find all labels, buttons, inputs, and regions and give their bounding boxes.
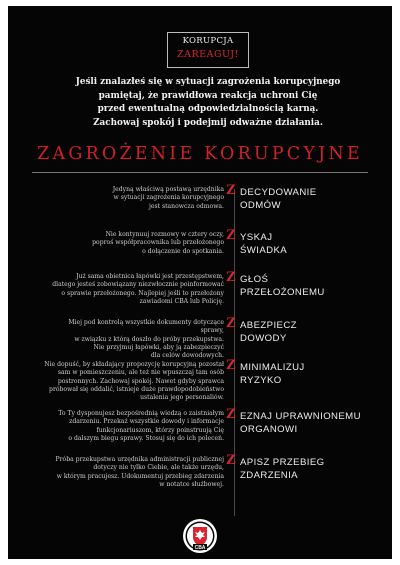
heading-line: YSKAJ xyxy=(240,232,273,243)
heading-line: DOWODY xyxy=(240,333,287,344)
step-7 xyxy=(8,452,392,502)
heading-line: RYZYKO xyxy=(240,375,282,386)
desc-line: Jedyną właściwą postawą urzędnika xyxy=(112,186,224,193)
divider xyxy=(32,172,368,173)
step-initial: Z xyxy=(226,182,237,198)
desc-line: o dalszym biegu sprawy. Stosuj się do ich poleceń. xyxy=(68,434,224,442)
desc-line: Nie dopuść, by składający propozycję korupcyjną pozostał xyxy=(44,361,224,368)
step-description xyxy=(44,231,224,256)
step-initial: Z xyxy=(226,452,237,468)
desc-line: o dołączenie do spotkania. xyxy=(142,247,224,255)
desc-line: Już sama obietnica łapówki jest przestępstwem, xyxy=(76,273,224,280)
desc-line: dotyczy nie tylko Ciebie, ale także urzędu, xyxy=(93,464,224,472)
desc-line: dla celów dowodowych. xyxy=(150,352,224,360)
step-description xyxy=(44,361,224,402)
intro-line: pamiętaj, że prawidłowa reakcja uchroni Cię xyxy=(98,90,318,101)
step-6 xyxy=(8,406,392,456)
desc-line: w którym pracujesz. Udokumentuj przebieg zdarzenia xyxy=(56,472,224,480)
intro-line: przed ewentualną odpowiedzialnością karną. xyxy=(97,104,319,115)
desc-line: w notatce służbowej. xyxy=(159,480,224,488)
desc-line: Miej pod kontrolą wszystkie dokumenty dotyczące sprawy, xyxy=(68,319,224,335)
step-description xyxy=(44,273,224,306)
step-description xyxy=(44,319,224,360)
header-box xyxy=(167,32,249,68)
step-heading xyxy=(240,273,390,299)
desc-line: poproś współpracownika lub przełożonego xyxy=(92,239,224,247)
desc-line: dlatego jesteś zobowiązany niezwłocznie poinformować xyxy=(52,281,224,289)
heading-line: ZDARZENIA xyxy=(240,470,298,481)
step-initial: Z xyxy=(226,357,237,373)
heading-line: ODMÓW xyxy=(240,200,281,211)
step-description xyxy=(44,410,224,443)
poster xyxy=(8,6,392,559)
step-1 xyxy=(8,182,392,232)
intro-line: Zachowaj spokój i podejmij odważne działania. xyxy=(93,117,323,128)
step-heading xyxy=(240,186,390,212)
step-initial: Z xyxy=(226,269,237,285)
cba-logo-icon xyxy=(182,518,218,554)
step-2 xyxy=(8,227,392,277)
desc-line: w sytuacji zagrożenia korupcyjnego xyxy=(113,194,224,202)
step-initial: Z xyxy=(226,406,237,422)
heading-line: DECYDOWANIE xyxy=(240,187,317,198)
step-heading xyxy=(240,319,390,345)
heading-line: MINIMALIZUJ xyxy=(240,362,305,373)
desc-line: To Ty dysponujesz bezpośrednią wiedzą o zaistniałym xyxy=(58,410,224,417)
header-zareaguj: ZAREAGUJ! xyxy=(177,49,239,60)
step-heading xyxy=(240,456,390,482)
step-3 xyxy=(8,269,392,319)
heading-line: PRZEŁOŻONEMU xyxy=(240,287,325,298)
desc-line: zdarzeniu. Przekaż wszystkie dowody i informacje xyxy=(69,418,224,426)
desc-line: o sprawie przełożonego. Najlepiej jeśli to przełożony xyxy=(61,289,224,297)
main-title: ZAGROŻENIE KORUPCYJNE xyxy=(37,144,363,164)
desc-line: funkcjonariuszom, którzy poinstruują Cię xyxy=(96,426,224,434)
step-4 xyxy=(8,315,392,365)
desc-line: Nie kontynuuj rozmowy w cztery oczy, xyxy=(105,231,224,238)
intro-line: Jeśli znalazłeś się w sytuacji zagrożenia korupcyjnego xyxy=(75,77,341,87)
step-initial: Z xyxy=(226,315,237,331)
desc-line: ustalenia jego personaliów. xyxy=(140,394,224,402)
heading-line: ABEZPIECZ xyxy=(240,320,297,331)
step-heading xyxy=(240,410,390,436)
logo-text: CBA xyxy=(194,545,206,551)
desc-line: w związku z którą doszło do próby przekupstwa. xyxy=(74,335,224,343)
desc-line: zawiadomi CBA lub Policję. xyxy=(139,297,224,305)
step-description xyxy=(44,456,224,489)
heading-line: ŚWIADKA xyxy=(240,245,288,256)
step-description xyxy=(44,186,224,211)
heading-line: APISZ PRZEBIEG xyxy=(240,457,325,468)
heading-line: GŁOŚ xyxy=(240,274,269,285)
desc-line: postronnych. Zachowaj spokój. Nawet gdyby sprawca xyxy=(57,377,224,385)
desc-line: Nie przyjmuj łapówki, aby ją zabezpieczyć xyxy=(93,343,224,351)
header-korupcja: KORUPCJA xyxy=(182,36,234,46)
desc-line: jest stanowcza odmowa. xyxy=(148,202,224,210)
intro-text xyxy=(64,76,352,130)
heading-line: EZNAJ UPRAWNIONEMU xyxy=(240,411,361,422)
step-heading xyxy=(240,231,390,257)
step-5 xyxy=(8,357,392,407)
desc-line: Próba przekupstwa urzędnika administracji publicznej xyxy=(55,456,224,463)
step-initial: Z xyxy=(226,227,237,243)
heading-line: ORGANOWI xyxy=(240,424,298,435)
desc-line: próbował się oddalić, istnieje duże prawdopodobieństwo xyxy=(49,385,224,393)
step-heading xyxy=(240,361,390,387)
desc-line: sam w pomieszczeniu, ale też nie wpuszczaj tam osób xyxy=(57,369,224,377)
